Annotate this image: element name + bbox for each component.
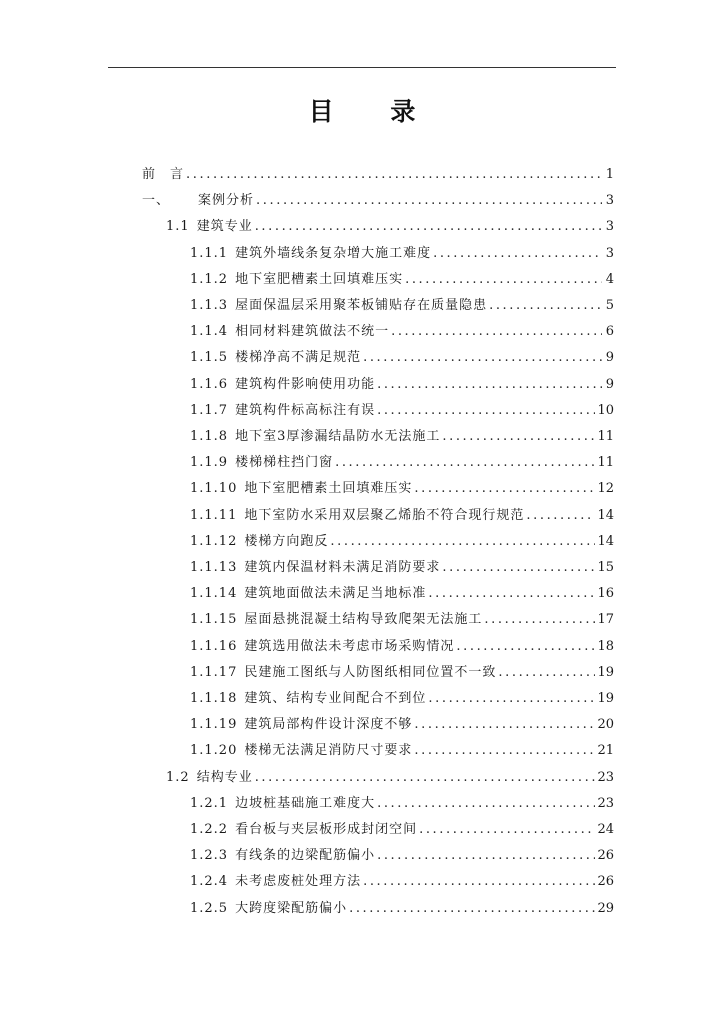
toc-entry[interactable] — [190, 629, 614, 655]
toc-entry-label — [190, 429, 440, 445]
toc-entry[interactable] — [190, 498, 614, 524]
toc-page-number: 19 — [597, 665, 614, 680]
toc-page-number: 15 — [597, 560, 614, 575]
toc-dot-leader — [414, 717, 595, 733]
toc-entry-number: 1.1 — [166, 219, 190, 234]
toc-page-number: 26 — [597, 848, 614, 863]
toc-dot-leader — [186, 167, 602, 183]
toc-page-number: 29 — [597, 901, 614, 916]
toc-page-number: 20 — [597, 717, 614, 732]
toc-entry[interactable] — [190, 733, 614, 759]
toc-dot-leader — [363, 350, 602, 366]
toc-entry-label — [190, 534, 328, 550]
toc-entry-number: 1.1.14 — [190, 586, 238, 601]
toc-entry-number: 1.1.2 — [190, 272, 229, 287]
toc-page-number: 19 — [597, 691, 614, 706]
toc-entry-text: 地下室肥槽素土回填难压实 — [244, 481, 413, 496]
toc-entry-label — [190, 717, 412, 733]
toc-page-number: 18 — [597, 639, 614, 654]
toc-entry[interactable] — [166, 760, 614, 786]
toc-entry-text: 建筑构件标高标注有误 — [235, 403, 376, 418]
toc-dot-leader — [428, 691, 595, 707]
toc-entry-number: 1.2.1 — [190, 796, 229, 811]
toc-dot-leader — [363, 874, 595, 890]
toc-entry[interactable] — [190, 786, 614, 812]
toc-entry-number: 1.1.1 — [190, 246, 229, 261]
toc-dot-leader — [489, 298, 602, 314]
toc-entry[interactable] — [190, 891, 614, 917]
toc-entry[interactable] — [190, 602, 614, 628]
toc-entry[interactable] — [190, 550, 614, 576]
toc-dot-leader — [428, 586, 595, 602]
toc-entry-number: 1.2 — [166, 770, 190, 785]
toc-page-number: 17 — [597, 612, 614, 627]
toc-dot-leader — [484, 612, 595, 628]
toc-entry-text: 建筑选用做法未考虑市场采购情况 — [244, 639, 455, 654]
toc-entry-number: 1.1.5 — [190, 350, 229, 365]
toc-dot-leader — [377, 848, 595, 864]
toc-entry-number: 1.2.5 — [190, 901, 229, 916]
toc-entry[interactable] — [142, 183, 614, 209]
toc-entry-number: 1.1.11 — [190, 508, 238, 523]
toc-entry-label — [190, 324, 389, 340]
toc-entry-label — [142, 167, 184, 183]
toc-page-number: 5 — [605, 298, 614, 313]
toc-page-number: 1 — [605, 167, 614, 182]
toc-entry-label — [190, 822, 417, 838]
toc-entry-text: 地下室防水采用双层聚乙烯胎不符合现行规范 — [244, 508, 525, 523]
toc-entry-label — [190, 560, 440, 576]
toc-entry[interactable] — [190, 471, 614, 497]
toc-entry-number: 1.1.7 — [190, 403, 229, 418]
toc-entry-number: 1.1.19 — [190, 717, 238, 732]
toc-entry-label — [190, 639, 454, 655]
toc-entry-label — [166, 770, 253, 786]
toc-entry-text: 建筑局部构件设计深度不够 — [244, 717, 413, 732]
toc-entry[interactable] — [190, 367, 614, 393]
toc-title: 目 录 — [308, 97, 440, 126]
toc-entry-text: 结构专业 — [196, 770, 253, 785]
toc-entry-number: 1.1.3 — [190, 298, 229, 313]
toc-entry-label — [190, 691, 426, 707]
toc-page-number: 21 — [597, 743, 614, 758]
toc-entry-text: 看台板与夹层板形成封闭空间 — [235, 822, 418, 837]
toc-entry[interactable] — [190, 655, 614, 681]
toc-entry-text: 有线条的边梁配筋偏小 — [235, 848, 376, 863]
toc-entry-text: 前 言 — [142, 167, 185, 182]
toc-entry-text: 大跨度梁配筋偏小 — [235, 901, 348, 916]
toc-entry-number: 一、 — [142, 193, 171, 208]
toc-entry-text: 案例分析 — [198, 193, 255, 208]
toc-entry-label — [190, 665, 496, 681]
toc-entry-text: 建筑地面做法未满足当地标准 — [244, 586, 427, 601]
toc-entry-text: 建筑内保温材料未满足消防要求 — [244, 560, 441, 575]
toc-page-number: 3 — [605, 193, 614, 208]
toc-entry-label — [190, 508, 524, 524]
toc-entry[interactable] — [190, 236, 614, 262]
toc-entry[interactable] — [190, 864, 614, 890]
toc-dot-leader — [377, 796, 595, 812]
header-rule — [108, 67, 616, 68]
toc-entry-text: 屋面保温层采用聚苯板铺贴存在质量隐患 — [235, 298, 488, 313]
toc-entry-label — [190, 848, 375, 864]
toc-entry-text: 地下室肥槽素土回填难压实 — [235, 272, 404, 287]
toc-entry-label — [166, 219, 253, 235]
toc-entry-number: 1.1.8 — [190, 429, 229, 444]
toc-entry-label — [142, 193, 254, 209]
toc-entry-label — [190, 272, 403, 288]
toc-entry-text: 边坡桩基础施工难度大 — [235, 796, 376, 811]
toc-page-number: 14 — [597, 508, 614, 523]
toc-dot-leader — [433, 246, 602, 262]
toc-dot-leader — [405, 272, 602, 288]
toc-entry-text: 建筑、结构专业间配合不到位 — [244, 691, 427, 706]
toc-entry-label — [190, 612, 482, 628]
toc-entry-number: 1.1.17 — [190, 665, 238, 680]
toc-entry[interactable] — [190, 707, 614, 733]
toc-dot-leader — [335, 455, 595, 471]
toc-page-number: 23 — [597, 796, 614, 811]
toc-entry[interactable] — [190, 393, 614, 419]
toc-entry-text: 楼梯净高不满足规范 — [235, 350, 362, 365]
toc-entry-number: 1.1.4 — [190, 324, 229, 339]
toc-dot-leader — [442, 429, 595, 445]
toc-entry[interactable] — [190, 681, 614, 707]
toc-dot-leader — [419, 822, 595, 838]
toc-entry-text: 相同材料建筑做法不统一 — [235, 324, 390, 339]
toc-entry-label — [190, 298, 487, 314]
toc-entry[interactable] — [190, 262, 614, 288]
toc-page-number: 9 — [605, 377, 614, 392]
toc-dot-leader — [256, 193, 602, 209]
toc-entry-number: 1.2.3 — [190, 848, 229, 863]
toc-entry[interactable] — [190, 576, 614, 602]
toc-entry-text: 屋面悬挑混凝土结构导致爬架无法施工 — [244, 612, 483, 627]
toc-dot-leader — [526, 508, 595, 524]
toc-page-number: 9 — [605, 350, 614, 365]
toc-entry-text: 楼梯梯柱挡门窗 — [235, 455, 334, 470]
toc-dot-leader — [442, 560, 595, 576]
toc-entry[interactable] — [166, 209, 614, 235]
toc-dot-leader — [414, 481, 595, 497]
toc-entry-label — [190, 874, 361, 890]
toc-entry[interactable] — [190, 288, 614, 314]
toc-entry-label — [190, 796, 375, 812]
toc-entry[interactable] — [190, 340, 614, 366]
toc-dot-leader — [349, 901, 595, 917]
toc-entry-number: 1.1.15 — [190, 612, 238, 627]
toc-entry[interactable] — [190, 419, 614, 445]
toc-page-number: 26 — [597, 874, 614, 889]
toc-entry[interactable] — [190, 445, 614, 471]
toc-page-number: 3 — [605, 246, 614, 261]
toc-page-number: 14 — [597, 534, 614, 549]
toc-page-number: 6 — [605, 324, 614, 339]
toc-entry-number: 1.2.4 — [190, 874, 229, 889]
toc-page-number: 11 — [597, 455, 614, 470]
toc-entry-label — [190, 350, 361, 366]
toc-entry[interactable] — [190, 314, 614, 340]
toc-entry[interactable] — [190, 812, 614, 838]
toc-entry-number: 1.1.16 — [190, 639, 238, 654]
toc-entry-number: 1.1.9 — [190, 455, 229, 470]
toc-entry-text: 建筑构件影响使用功能 — [235, 377, 376, 392]
toc-entry-number: 1.1.20 — [190, 743, 238, 758]
toc-entry-number: 1.1.18 — [190, 691, 238, 706]
toc-page-number: 24 — [597, 822, 614, 837]
toc-dot-leader — [255, 219, 602, 235]
toc-dot-leader — [377, 377, 602, 393]
toc-page-number: 23 — [597, 770, 614, 785]
toc-entry-text: 楼梯方向跑反 — [244, 534, 329, 549]
toc-entry-text: 地下室3厚渗漏结晶防水无法施工 — [235, 429, 441, 444]
toc-entry-label — [190, 246, 431, 262]
toc-entry-text: 楼梯无法满足消防尺寸要求 — [244, 743, 413, 758]
toc-entry-label — [190, 586, 426, 602]
toc-page-number: 3 — [605, 219, 614, 234]
toc-entry[interactable] — [142, 157, 614, 183]
toc-entry-label — [190, 455, 333, 471]
toc-dot-leader — [414, 743, 595, 759]
toc-dot-leader — [255, 770, 596, 786]
toc-page-number: 12 — [597, 481, 614, 496]
toc-entry-text: 建筑专业 — [196, 219, 253, 234]
toc-entry-text: 未考虑废桩处理方法 — [235, 874, 362, 889]
toc-entry-label — [190, 377, 375, 393]
toc-page-number: 11 — [597, 429, 614, 444]
toc-entry-number: 1.1.10 — [190, 481, 238, 496]
toc-entry-label — [190, 901, 347, 917]
toc-entry-label — [190, 743, 412, 759]
toc-entry[interactable] — [190, 838, 614, 864]
toc-dot-leader — [456, 639, 595, 655]
toc-page-number: 10 — [597, 403, 614, 418]
toc-dot-leader — [391, 324, 602, 340]
toc-entry-number: 1.1.13 — [190, 560, 238, 575]
toc-dot-leader — [377, 403, 595, 419]
toc-entry-number: 1.1.6 — [190, 377, 229, 392]
toc-entry[interactable] — [190, 524, 614, 550]
toc-entry-label — [190, 403, 375, 419]
toc-page-number: 16 — [597, 586, 614, 601]
toc-dot-leader — [330, 534, 595, 550]
toc-page-number: 4 — [605, 272, 614, 287]
toc-entry-number: 1.1.12 — [190, 534, 238, 549]
toc-entry-label — [190, 481, 412, 497]
toc-entry-text: 建筑外墙线条复杂增大施工难度 — [235, 246, 432, 261]
toc-entry-text: 民建施工图纸与人防图纸相同位置不一致 — [244, 665, 497, 680]
toc-dot-leader — [498, 665, 595, 681]
toc-entry-number: 1.2.2 — [190, 822, 229, 837]
